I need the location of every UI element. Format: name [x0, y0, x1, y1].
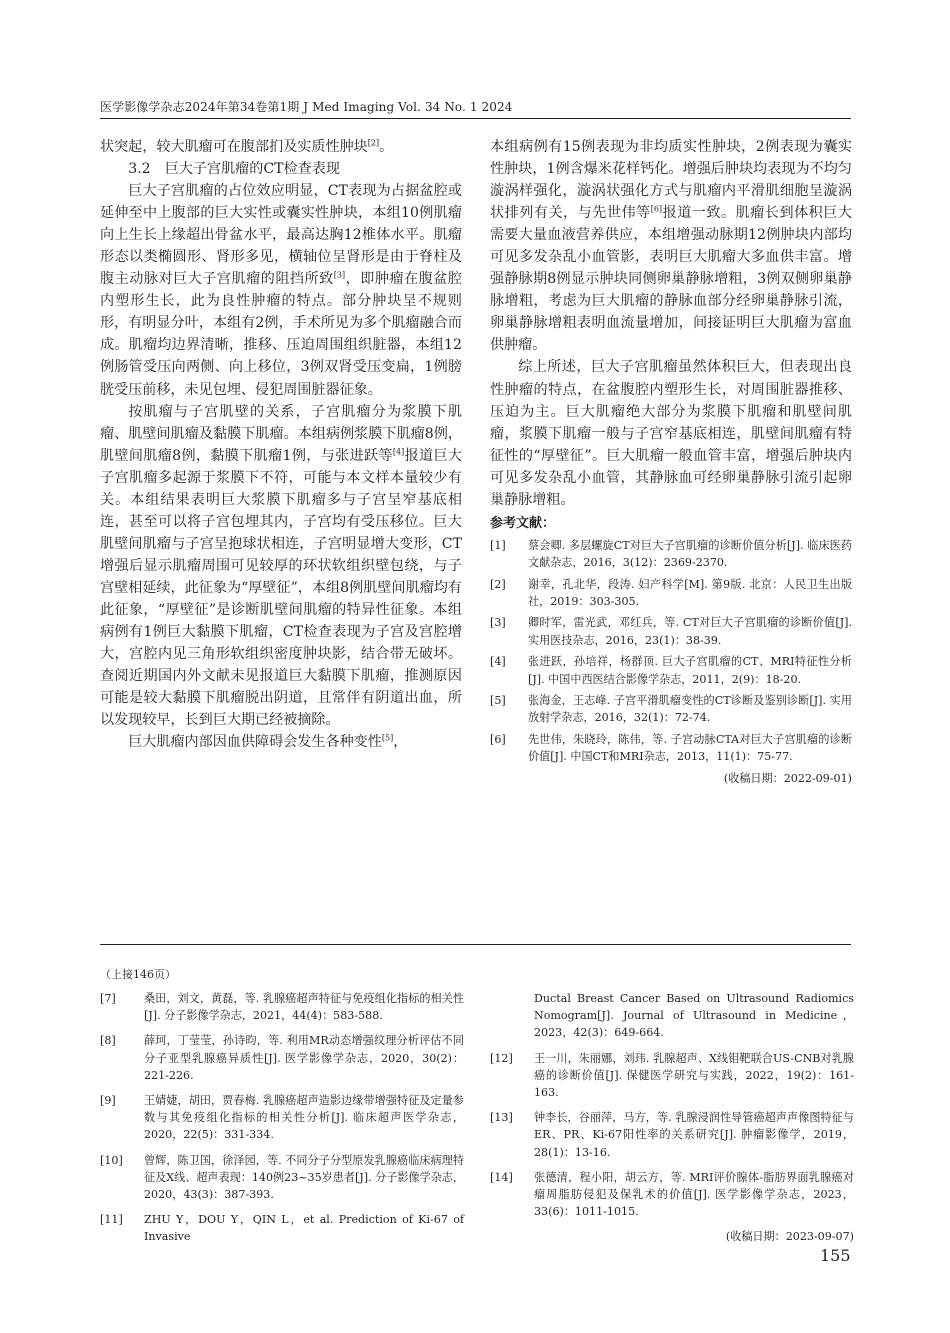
reference-item [100, 1152, 464, 1204]
received-date: (收稿日期：2023-09-07) [725, 1230, 854, 1244]
reference-text: 卿时军，雷光武，邓红兵，等. CT对巨大子宫肌瘤的诊断价值[J]. 实用医技杂志，2016，23(1)：38-39. [528, 616, 852, 647]
reference-number: [11] [100, 1213, 123, 1227]
reference-text: 张海金，王志峰. 子宫平滑肌瘤变性的CT诊断及鉴别诊断[J]. 实用放射学杂志，2016，32(1)：72-74. [528, 694, 852, 725]
reference-number: [1] [490, 538, 506, 552]
reference-text: 蔡会卿. 多层螺旋CT对巨大子宫肌瘤的诊断价值分析[J]. 临床医药文献杂志，2016，3(12)：2369-2370. [528, 538, 852, 570]
reference-text: 张德清，程小阳，胡云方，等. MRI评价腺体-脂肪界面乳腺癌对瘤周脂肪侵犯及保乳术的价值[J]. 医学影像学杂志，2023，33(6)：1011-1015. [534, 1170, 854, 1219]
reference-number: [6] [490, 732, 506, 746]
reference-number: [2] [490, 577, 506, 591]
reference-item [490, 692, 852, 727]
reference-item [100, 1092, 464, 1144]
section-divider [100, 944, 851, 945]
reference-number: [10] [100, 1153, 123, 1167]
reference-number: [14] [490, 1170, 513, 1184]
page-number: 155 [820, 1246, 851, 1265]
reference-item [490, 614, 852, 649]
running-header: 医学影像学杂志2024年第34卷第1期 J Med Imaging Vol. 34 No. 1 2024 [100, 100, 513, 114]
paragraph: 巨大子宫肌瘤的占位效应明显，CT表现为占据盆腔或延伸至中上腹部的巨大实性或囊实性肿块，本组10例肌瘤向上生长上缘超出骨盆水平，最高达胸12椎体水平。肌瘤形态以类椭圆形、肾形多见，横轴位呈肾形是由于脊柱及腹主动脉对巨大子宫肌瘤的阻挡所致[3]，即肿瘤在腹盆腔内塑形生长，此为良性肿瘤的特点。部分肿块呈不规则形，有明显分叶，本组有2例，手术所见为多个肌瘤融合而成。肌瘤均边界清晰，推移、压迫周围组织脏器，本组12例肠管受压向两侧、向上移位，3例双肾受压变扁，1例膀胱受压前移，未见包埋、侵犯周围脏器征象。 [100, 183, 463, 398]
reference-item [490, 1109, 854, 1161]
reference-number: [9] [100, 1094, 116, 1108]
reference-text: 王婧婕，胡田，贾春梅. 乳腺癌超声造影边缘带增强特征及定量参数与其免疫组化指标的相关性分析[J]. 临床超声医学杂志，2020，22(5)：331-334. [144, 1094, 464, 1142]
reference-text: 张进跃，孙培祥，杨群顶. 巨大子宫肌瘤的CT、MRI特征性分析[J]. 中国中西医结合影像学杂志，2011，2(9)：18-20. [528, 655, 852, 686]
reference-item [490, 1050, 854, 1102]
reference-number: [5] [490, 694, 506, 708]
reference-text: 先世伟，朱晓玲，陈伟，等. 子宫动脉CTA对巨大子宫肌瘤的诊断价值[J]. 中国CT和MRI杂志，2013，11(1)：75-77. [528, 732, 852, 764]
section-heading: 3.2 巨大子宫肌瘤的CT检查表现 [128, 161, 340, 178]
reference-item [100, 1211, 464, 1245]
reference-item [100, 1032, 464, 1084]
reference-item [490, 576, 852, 611]
reference-text: 钟李长，谷丽萍，马方，等. 乳腺浸润性导管癌超声声像图特征与ER、PR、Ki-67阳性率的关系研究[J]. 肿瘤影像学，2019，28(1)：13-16. [534, 1111, 854, 1159]
bottom-left-references [100, 990, 464, 1254]
reference-text: 桑田，刘文，黄磊，等. 乳腺癌超声特征与免疫组化指标的相关性[J]. 分子影像学杂志，2021，44(4)：583-588. [144, 992, 464, 1023]
reference-text: 薛珂，丁莹莹，孙诗昀，等. 利用MR动态增强纹理分析评估不同分子亚型乳腺癌异质性[J]. 医学影像学杂志，2020，30(2)：221-226. [144, 1034, 464, 1082]
reference-item [100, 990, 464, 1024]
reference-text: 王一川，朱丽娜，刘玮. 乳腺超声、X线钼靶联合US-CNB对乳腺癌的诊断价值[J]. 保健医学研究与实践，2022，19(2)：161-163. [534, 1051, 854, 1100]
paragraph: 状突起，较大肌瘤可在腹部扪及实质性肿块[2]。 [100, 138, 394, 155]
continued-note: （上接146页） [100, 968, 176, 981]
reference-number: [13] [490, 1111, 513, 1125]
received-date: (收稿日期：2022-09-01) [723, 771, 852, 785]
left-column [100, 136, 462, 753]
reference-text: ZHU Y，DOU Y，QIN L，et al. Prediction of Ki-67 of Invasive [144, 1213, 464, 1244]
reference-number: [8] [100, 1034, 116, 1048]
reference-text: 谢幸，孔北华，段涛. 妇产科学[M]. 第9版. 北京：人民卫生出版社，2019：303-305. [528, 577, 852, 609]
reference-item [490, 1169, 854, 1221]
header-rule [100, 118, 851, 119]
paragraph: 巨大肌瘤内部因血供障碍会发生各种变性[5]， [128, 733, 408, 751]
reference-number: [7] [100, 992, 116, 1005]
reference-number: [3] [490, 616, 506, 630]
references-list [490, 537, 852, 766]
reference-number: [12] [490, 1051, 513, 1065]
reference-text: 曾辉，陈卫国，徐泽园，等. 不同分子分型原发乳腺癌临床病理特征及X线、超声表现：140例23~35岁患者[J]. 分子影像学杂志，2020，43(3)：387-393. [144, 1153, 464, 1202]
reference-item [490, 731, 852, 766]
reference-number: [4] [490, 655, 506, 669]
paragraph: 综上所述，巨大子宫肌瘤虽然体积巨大，但表现出良性肿瘤的特点，在盆腹腔内塑形生长，对周围脏器推移、压迫为主。巨大肌瘤绝大部分为浆膜下肌瘤和肌壁间肌瘤，浆膜下肌瘤一般与子宫窄基底相连，肌壁间肌瘤有特征性的“厚壁征”。巨大肌瘤一般血管丰富，增强后肿块内可见多发杂乱小血管，其静脉血可经卵巢静脉引流引起卵巢静脉增粗。 [490, 359, 852, 508]
bottom-right-references [490, 990, 854, 1245]
references-title: 参考文献： [490, 515, 556, 531]
paragraph: 按肌瘤与子宫肌壁的关系，子宫肌瘤分为浆膜下肌瘤、肌壁间肌瘤及黏膜下肌瘤。本组病例浆膜下肌瘤8例，肌壁间肌瘤8例，黏膜下肌瘤1例，与张进跃等[4]报道巨大子宫肌瘤多起源于浆膜下不符，可能与本文样本量较少有关。本组结果表明巨大浆膜下肌瘤多与子宫呈窄基底相连，甚至可以将子宫包埋其内，子宫均有受压移位。巨大肌壁间肌瘤与子宫呈抱球状相连，子宫明显增大变形，CT增强后显示肌瘤周围可见较厚的环状软组织壁包绕，与子宫壁相延续，此征象为“厚壁征”，本组8例肌壁间肌瘤均有此征象，“厚壁征”是诊断肌壁间肌瘤的特异性征象。本组病例有1例巨大黏膜下肌瘤，CT检查表现为子宫及宫腔增大，宫腔内见三角形软组织密度肿块影，结合带无破坏。查阅近期国内外文献未见报道巨大黏膜下肌瘤，推测原因可能是较大黏膜下肌瘤脱出阴道，且常伴有阴道出血，所以发现较早，长到巨大期已经被摘除。 [100, 403, 462, 729]
paragraph: 本组病例有15例表现为非均质实性肿块，2例表现为囊实性肿块，1例含爆米花样钙化。增强后肿块均表现为不均匀漩涡样强化，漩涡状强化方式与肌瘤内平滑肌细胞呈漩涡状排列有关，与先世伟等[6]报道一致。肌瘤长到体积巨大需要大量血液营养供应，本组增强动脉期12例肿块内部均可见多发杂乱小血管影，表明巨大肌瘤大多血供丰富。增强静脉期8例显示肿块同侧卵巢静脉增粗，3例双侧卵巢静脉增粗，考虑为巨大肌瘤的静脉血部分经卵巢静脉引流，卵巢静脉增粗表明血流量增加，间接证明巨大肌瘤为富血供肿瘤。 [490, 139, 852, 354]
reference-item [490, 537, 852, 572]
right-column [490, 136, 852, 787]
reference-item [490, 653, 852, 688]
reference-continuation: Ductal Breast Cancer Based on Ultrasound Radiomics Nomogram[J]. Journal of Ultrasound in Medicine，2023，42(3)：649-664. [534, 992, 854, 1040]
